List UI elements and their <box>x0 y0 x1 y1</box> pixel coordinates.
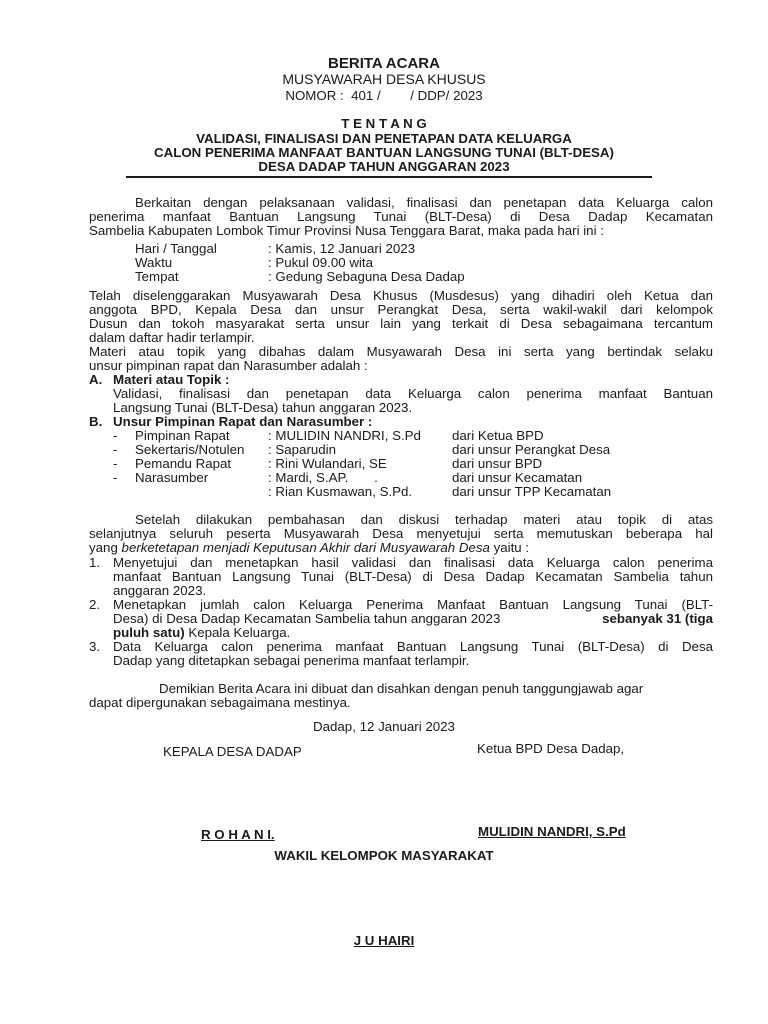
decision-2-line-2-text: Desa) di Desa Dadap Kecamatan Sambelia tahun anggaran 2023 <box>113 611 501 626</box>
section-a-line-2: Langsung Tunai (BLT-Desa) tahun anggaran 2023. <box>113 400 413 415</box>
participant-name-speaker-2: : Rian Kusmawan, S.Pd. <box>268 484 413 499</box>
closing-line-2: dapat dipergunakan sebagaimana mestinya. <box>89 695 351 710</box>
document-number: NOMOR : 401 / / DDP/ 2023 <box>285 88 483 103</box>
section-a-marker: A. <box>89 372 103 387</box>
participant-origin-secretary: dari unsur Perangkat Desa <box>452 442 611 457</box>
decision-2-line-3-text: Kepala Keluarga. <box>188 625 291 640</box>
participant-role-speaker: Narasumber <box>135 470 209 485</box>
decision-2-count-words: puluh satu) <box>113 625 185 640</box>
community-representative-title: WAKIL KELOMPOK MASYARAKAT <box>274 848 494 863</box>
schedule-value-place: : Gedung Sebaguna Desa Dadap <box>268 269 465 284</box>
decision-3-line-2: Dadap yang ditetapkan sebagai penerima manfaat terlampir. <box>113 653 470 668</box>
participant-dash: - <box>113 456 118 471</box>
materi-intro-line-2: unsur pimpinan rapat dan Narasumber adalah : <box>89 358 368 373</box>
header-divider <box>126 176 652 178</box>
topic-line-3: DESA DADAP TAHUN ANGGARAN 2023 <box>258 159 510 174</box>
intro-line-1: Berkaitan dengan pelaksanaan validasi, finalisasi dan penetapan data Keluarga calon <box>135 196 713 210</box>
section-a-title: Materi atau Topik : <box>113 372 230 387</box>
held-line-2: anggota BPD, Kepala Desa dan unsur Perangkat Desa, serta wakil-wakil dari kelompok <box>89 303 713 317</box>
discussion-line-1: Setelah dilakukan pembahasan dan diskusi terhadap materi atau topik di atas <box>135 513 713 527</box>
participant-role-moderator: Pemandu Rapat <box>135 456 232 471</box>
participant-origin-chair: dari Ketua BPD <box>452 428 544 443</box>
held-line-1: Telah diselenggarakan Musyawarah Desa Khusus (Musdesus) yang dihadiri oleh Ketua dan <box>89 289 713 303</box>
document-subtitle: MUSYAWARAH DESA KHUSUS <box>282 71 486 87</box>
section-b-marker: B. <box>89 414 103 429</box>
participant-origin-speaker-1: dari unsur Kecamatan <box>452 470 583 485</box>
topic-line-2: CALON PENERIMA MANFAAT BANTUAN LANGSUNG TUNAI (BLT-DESA) <box>154 145 614 160</box>
decision-1-line-3: anggaran 2023. <box>113 583 207 598</box>
section-b-title: Unsur Pimpinan Rapat dan Narasumber : <box>113 414 373 429</box>
intro-line-2: penerima manfaat Bantuan Langsung Tunai (BLT-Desa) di Desa Dadap Kecamatan <box>89 210 713 224</box>
decision-number-3: 3. <box>89 639 101 654</box>
document-title: BERITA ACARA <box>328 55 440 72</box>
participant-name-speaker-1: : Mardi, S.AP. . <box>268 470 378 485</box>
discussion-decision-phrase: berketetapan menjadi Keputusan Akhir dari Musyawarah Desa <box>121 540 490 555</box>
right-signatory-title: Ketua BPD Desa Dadap, <box>477 741 625 756</box>
participant-name-moderator: : Rini Wulandari, SE <box>268 456 387 471</box>
held-line-3: Dusun dan tokoh masyarakat serta unsur lain yang terkait di Desa sebagaimana tercantum <box>89 317 713 331</box>
decision-1-line-2: manfaat Bantuan Langsung Tunai (BLT-Desa) di Desa Dadap Kecamatan Sambelia tahun <box>113 570 713 584</box>
participant-name-secretary: : Saparudin <box>268 442 337 457</box>
decision-number-1: 1. <box>89 555 101 570</box>
schedule-value-time: : Pukul 09.00 wita <box>268 255 373 270</box>
tentang-heading: T E N T A N G <box>341 116 427 131</box>
discussion-line-3-prefix: yang <box>89 540 118 555</box>
decision-1-line-1: Menyetujui dan menetapkan hasil validasi dan finalisasi data Keluarga calon penerima <box>113 556 713 570</box>
intro-line-3: Sambelia Kabupaten Lombok Timur Provinsi Nusa Tenggara Barat, maka pada hari ini : <box>89 223 604 238</box>
discussion-line-2: selanjutnya seluruh peserta Musyawarah Desa menyetujui serta memutuskan beberapa hal <box>89 527 713 541</box>
schedule-label-time: Waktu <box>135 255 173 270</box>
place-date: Dadap, 12 Januari 2023 <box>313 719 455 734</box>
participant-origin-speaker-2: dari unsur TPP Kecamatan <box>452 484 612 499</box>
right-signatory-name: MULIDIN NANDRI, S.Pd <box>478 824 626 839</box>
decision-number-2: 2. <box>89 597 101 612</box>
participant-name-chair: : MULIDIN NANDRI, S.Pd <box>268 428 421 443</box>
decision-2-line-1: Menetapkan jumlah calon Keluarga Penerima Manfaat Bantuan Langsung Tunai (BLT- <box>113 598 713 612</box>
participant-dash: - <box>113 442 118 457</box>
held-line-4: dalam daftar hadir terlampir. <box>89 330 255 345</box>
discussion-line-3 <box>89 541 529 555</box>
decision-2-line-2 <box>113 612 713 626</box>
participant-role-chair: Pimpinan Rapat <box>135 428 230 443</box>
topic-line-1: VALIDASI, FINALISASI DAN PENETAPAN DATA KELUARGA <box>196 131 572 146</box>
closing-line-1: Demikian Berita Acara ini dibuat dan disahkan dengan penuh tanggungjawab agar <box>159 681 644 696</box>
participant-role-secretary: Sekertaris/Notulen <box>135 442 245 457</box>
decision-3-line-1: Data Keluarga calon penerima manfaat Bantuan Langsung Tunai (BLT-Desa) di Desa <box>113 640 713 654</box>
section-a-line-1: Validasi, finalisasi dan penetapan data Keluarga calon penerima manfaat Bantuan <box>113 387 713 401</box>
participant-origin-moderator: dari unsur BPD <box>452 456 543 471</box>
decision-2-line-3 <box>113 626 290 640</box>
community-representative-name: J U HAIRI <box>353 933 415 948</box>
left-signatory-title: KEPALA DESA DADAP <box>163 744 302 759</box>
materi-intro-line-1: Materi atau topik yang dibahas dalam Musyawarah Desa ini serta yang bertindak selaku <box>89 345 713 359</box>
discussion-line-3-suffix: yaitu : <box>493 540 530 555</box>
participant-dash: - <box>113 470 118 485</box>
decision-2-count: sebanyak 31 (tiga <box>602 611 713 626</box>
schedule-label-date: Hari / Tanggal <box>135 241 217 256</box>
schedule-label-place: Tempat <box>135 269 179 284</box>
schedule-value-date: : Kamis, 12 Januari 2023 <box>268 241 416 256</box>
participant-dash: - <box>113 428 118 443</box>
left-signatory-name: R O H A N I. <box>201 827 275 842</box>
